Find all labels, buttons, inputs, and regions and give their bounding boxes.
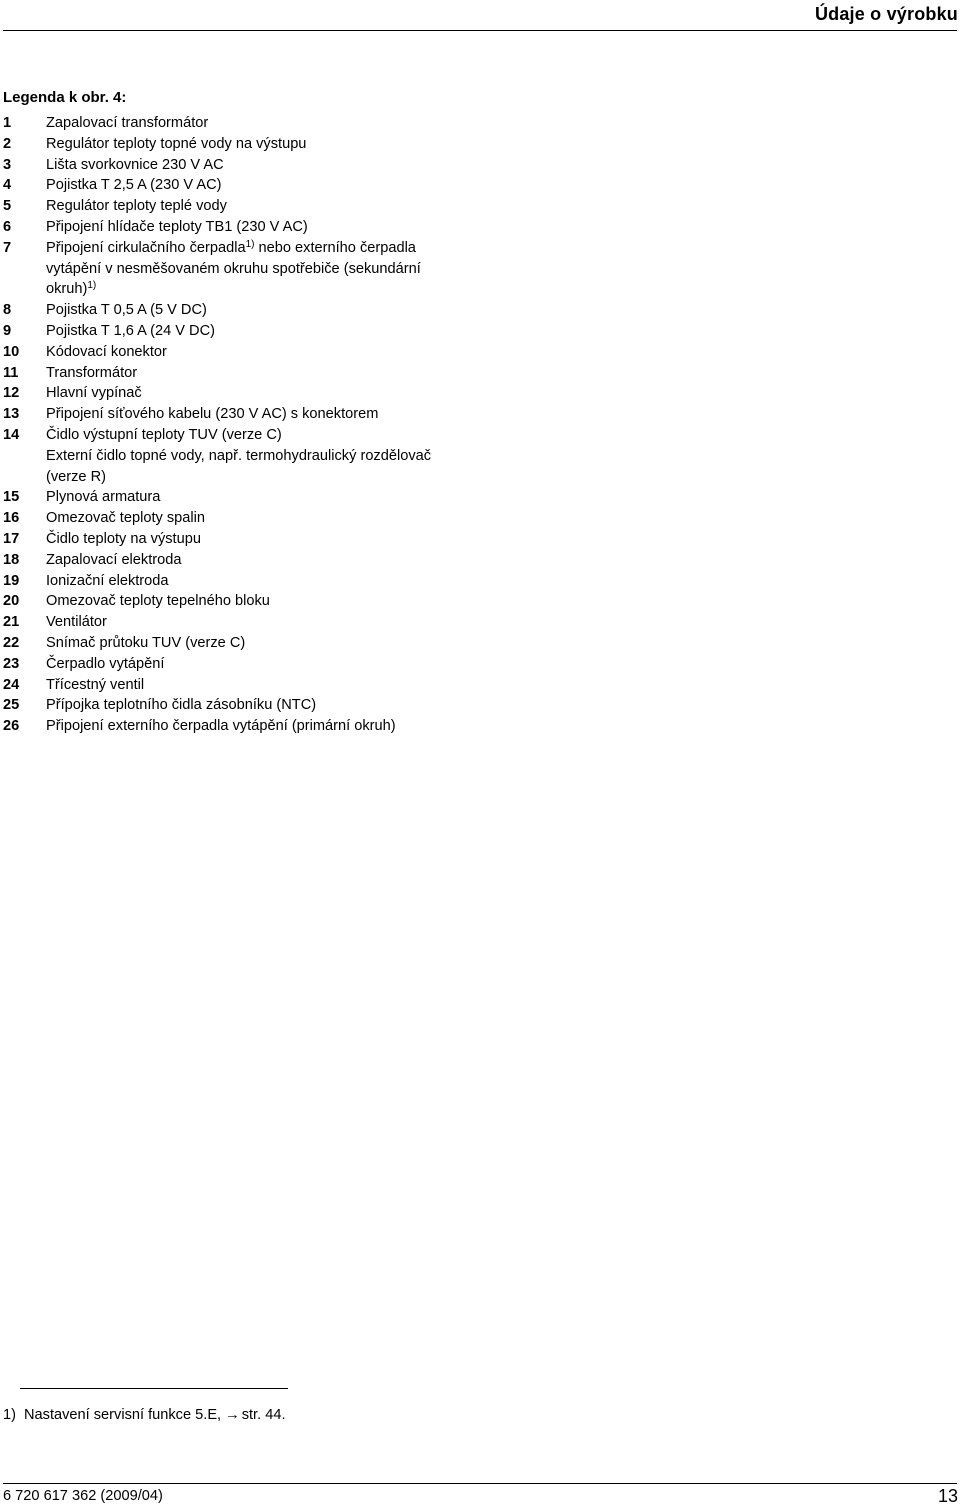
legend-item-text (46, 425, 703, 487)
legend-item-line: Pojistka T 2,5 A (230 V AC) (46, 177, 222, 194)
legend-heading: Legenda k obr. 4: (3, 89, 127, 106)
legend-item (3, 175, 703, 196)
legend-item-line: Snímač průtoku TUV (verze C) (46, 634, 246, 651)
legend-item-number: 12 (3, 385, 20, 402)
document-number: 6 720 617 362 (2009/04) (3, 1488, 163, 1504)
legend-item-number: 19 (3, 572, 20, 589)
legend-item-line: Zapalovací elektroda (46, 551, 182, 568)
legend-item-line: Připojení hlídače teploty TB1 (230 V AC) (46, 218, 308, 235)
legend-item-line: Čidlo teploty na výstupu (46, 530, 201, 547)
legend-item (3, 300, 703, 321)
legend-item (3, 113, 703, 134)
legend-item-text (46, 300, 703, 321)
legend-item (3, 134, 703, 155)
legend-item-line: Regulátor teploty topné vody na výstupu (46, 135, 307, 152)
legend-item-number: 2 (3, 135, 12, 152)
legend-item-line: Čerpadlo vytápění (46, 655, 165, 672)
legend-item (3, 612, 703, 633)
footnote-page-ref: str. 44. (241, 1407, 286, 1423)
legend-item-line: Připojení síťového kabelu (230 V AC) s konektorem (46, 406, 379, 423)
legend-item-line: Transformátor (46, 364, 138, 381)
legend-item (3, 654, 703, 675)
legend-item-line: Přípojka teplotního čidla zásobníku (NTC) (46, 697, 317, 714)
legend-item-text (46, 217, 703, 238)
legend-item-text (46, 529, 703, 550)
legend-item-text (46, 633, 703, 654)
legend-item (3, 321, 703, 342)
legend-item-number: 10 (3, 343, 20, 360)
legend-item-number: 24 (3, 676, 20, 693)
legend-item (3, 383, 703, 404)
legend-item-text (46, 134, 703, 155)
legend-item (3, 591, 703, 612)
legend-item-line: Kódovací konektor (46, 343, 167, 360)
legend-item-number: 23 (3, 655, 20, 672)
legend-item-line: Ionizační elektroda (46, 572, 169, 589)
legend-item-text (46, 487, 703, 508)
legend-item-text (46, 238, 703, 300)
legend-item-text (46, 196, 703, 217)
page-header-title: Údaje o výrobku (814, 4, 958, 24)
legend-item-line: Třícestný ventil (46, 676, 145, 693)
legend-item-line: Připojení externího čerpadla vytápění (primární okruh) (46, 718, 396, 735)
legend-item (3, 238, 703, 300)
legend-item (3, 363, 703, 384)
legend-item (3, 404, 703, 425)
legend-item-number: 16 (3, 510, 20, 527)
arrow-right-icon: → (225, 1407, 240, 1423)
legend-item (3, 716, 703, 737)
legend-item-line: Omezovač teploty tepelného bloku (46, 593, 270, 610)
legend-item-text (46, 571, 703, 592)
legend-item-number: 22 (3, 634, 20, 651)
legend-item-number: 1 (3, 115, 12, 131)
legend-list (3, 113, 703, 737)
legend-item-text (46, 404, 703, 425)
legend-item-number: 21 (3, 614, 20, 631)
footnote-reference: 1) (245, 238, 255, 250)
legend-item-number: 5 (3, 198, 12, 215)
legend-item (3, 695, 703, 716)
legend-item-text (46, 342, 703, 363)
legend-item-text (46, 675, 703, 696)
legend-item-number: 13 (3, 406, 20, 423)
legend-item (3, 529, 703, 550)
legend-item-number: 3 (3, 156, 12, 173)
legend-item-line: Pojistka T 0,5 A (5 V DC) (46, 302, 207, 319)
header-divider (3, 30, 957, 31)
footnote-reference: 1) (87, 280, 97, 292)
legend-item-number: 17 (3, 530, 20, 547)
legend-item-number: 14 (3, 426, 20, 443)
footnote-mark: 1) (3, 1407, 16, 1423)
footnote (3, 1407, 286, 1423)
legend-item-line: (verze R) (46, 468, 106, 485)
legend-item (3, 633, 703, 654)
legend-item-line: Lišta svorkovnice 230 V AC (46, 156, 224, 173)
legend-item (3, 508, 703, 529)
legend-item (3, 217, 703, 238)
legend-item-line: Externí čidlo topné vody, např. termohydraulický rozdělovač (46, 447, 432, 464)
legend-item-number: 8 (3, 302, 12, 319)
legend-item-number: 9 (3, 322, 12, 339)
legend-item (3, 487, 703, 508)
legend-item-line: Hlavní vypínač (46, 385, 142, 402)
legend-item-number: 7 (3, 239, 12, 256)
legend-item-number: 4 (3, 177, 12, 194)
legend-item-line: Ventilátor (46, 614, 107, 631)
page-number: 13 (937, 1486, 958, 1506)
legend-item-text (46, 175, 703, 196)
legend-item-number: 25 (3, 697, 20, 714)
legend-item-line: Regulátor teploty teplé vody (46, 198, 227, 215)
legend-item-text (46, 508, 703, 529)
legend-item (3, 425, 703, 487)
legend-item-line: Omezovač teploty spalin (46, 510, 205, 527)
legend-item-text (46, 383, 703, 404)
legend-item-line: vytápění v nesměšovaném okruhu spotřebiče (sekundární (46, 260, 421, 277)
legend-item-text (46, 113, 703, 134)
legend-item-text (46, 695, 703, 716)
legend-item-line: Čidlo výstupní teploty TUV (verze C) (46, 426, 282, 443)
legend-item (3, 155, 703, 176)
legend-item-text (46, 716, 703, 737)
legend-item-number: 20 (3, 593, 20, 610)
legend-item-text (46, 550, 703, 571)
legend-item-text (46, 612, 703, 633)
legend-item-line: okruh)$^{1)}$ (46, 280, 97, 298)
footnote-text: Nastavení servisní funkce 5.E, (24, 1407, 222, 1423)
legend-item (3, 342, 703, 363)
legend-item-text (46, 321, 703, 342)
legend-item-number: 11 (3, 364, 19, 381)
legend-item-text (46, 363, 703, 384)
legend-item (3, 196, 703, 217)
legend-item-number: 15 (3, 489, 20, 506)
legend-item (3, 675, 703, 696)
legend-item-line: Pojistka T 1,6 A (24 V DC) (46, 322, 215, 339)
footer-divider (3, 1483, 957, 1484)
footnote-divider (20, 1388, 288, 1389)
legend-item-line: Plynová armatura (46, 489, 161, 506)
legend-item-line: Zapalovací transformátor (46, 115, 209, 131)
legend-item (3, 571, 703, 592)
legend-item-number: 26 (3, 718, 20, 735)
legend-item-number: 6 (3, 218, 12, 235)
legend-item (3, 550, 703, 571)
legend-item-text (46, 155, 703, 176)
legend-item-text (46, 654, 703, 675)
legend-item-line: Připojení cirkulačního čerpadla$^{1)}$ nebo externího čerpadla (46, 238, 416, 256)
legend-item-text (46, 591, 703, 612)
legend-item-number: 18 (3, 551, 20, 568)
